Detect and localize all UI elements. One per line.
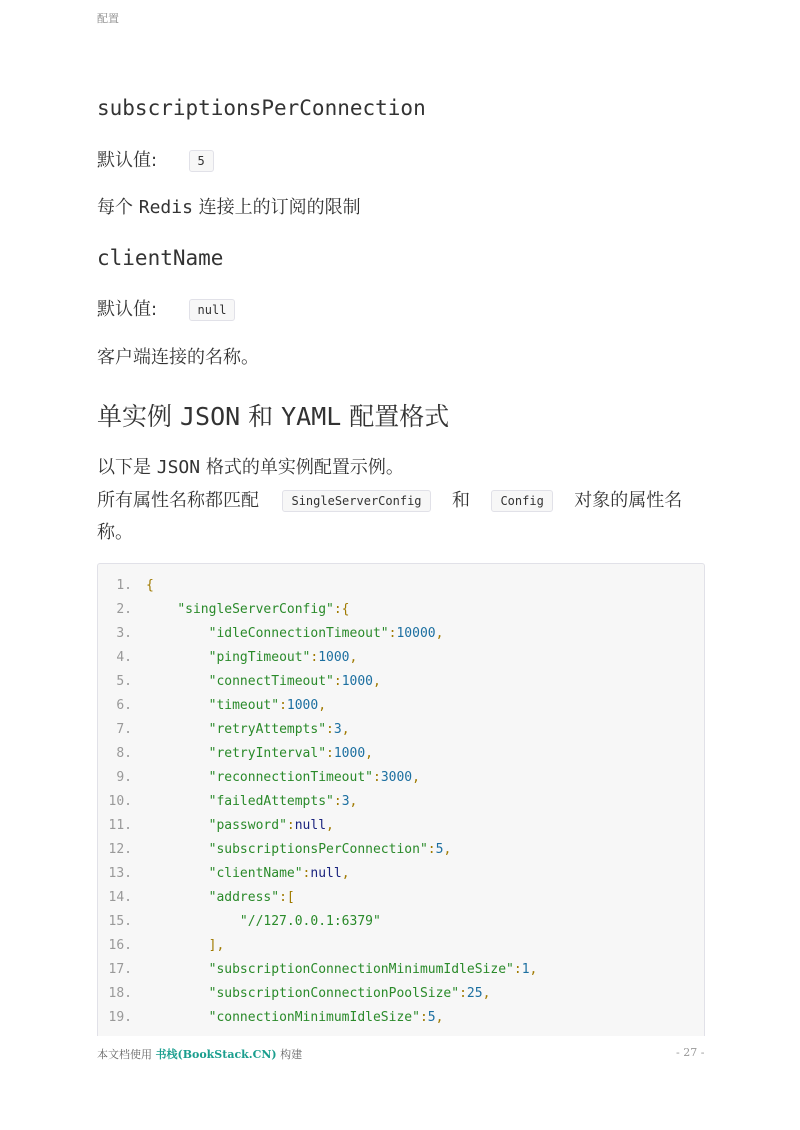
code-token [146,770,209,785]
line-number: 6. [116,698,132,713]
line-number: 12. [108,842,132,857]
code-token: "timeout" [208,698,280,713]
code-token: "subscriptionConnectionPoolSize" [208,986,460,1001]
heading-subscriptions-per-connection: subscriptionsPerConnection [97,96,426,120]
client-description: 客户端连接的名称。 [97,347,259,368]
code-token: : [427,842,436,857]
heading-text: 和 [248,402,274,431]
intro-line-2 [97,486,682,512]
heading-code: JSON [179,402,241,431]
code-token: , [435,1010,444,1025]
line-number: 4. [116,650,132,665]
code-token: "connectTimeout" [208,674,334,689]
page-number: - 27 - [676,1046,705,1059]
line-number: 7. [116,722,132,737]
code-line [98,1006,443,1030]
code-token: : [419,1010,428,1025]
code-token: : [326,722,334,737]
line-number: 1. [116,578,132,593]
code-line [98,838,451,862]
code-line [98,886,295,910]
desc-text: 连接上的订阅的限制 [198,197,361,218]
intro-text: 所有属性名称都匹配 [97,490,259,511]
code-token: : [326,746,334,761]
default-label: 默认值: [97,299,158,320]
code-token [146,794,209,809]
line-number: 5. [116,674,132,689]
code-line [98,862,350,886]
code-token: : [513,962,522,977]
default-value-code: null [189,299,236,321]
line-number: 2. [116,602,132,617]
client-default-row [97,295,235,321]
code-line [98,910,381,934]
code-line [98,574,154,598]
subs-description [97,193,361,219]
subs-default-row [97,146,214,172]
code-token: : [279,698,287,713]
running-header: 配置 [97,12,119,25]
code-line [98,790,357,814]
heading-text: 配置格式 [349,402,450,431]
footer-text: 本文档使用 [97,1048,152,1061]
code-token [146,698,209,713]
code-token: "subscriptionsPerConnection" [208,842,428,857]
code-line [98,670,381,694]
intro-text: 和 [451,490,470,511]
code-token: "idleConnectionTimeout" [208,626,389,641]
code-token [146,962,209,977]
config-code: Config [491,490,552,512]
code-line [98,982,490,1006]
code-token: 3 [341,794,350,809]
code-token: :{ [333,602,350,617]
code-token [146,746,209,761]
intro-text: 对象的属性名 [574,490,683,511]
code-token: { [146,578,154,593]
code-token: "pingTimeout" [208,650,311,665]
line-number: 13. [108,866,132,881]
code-token: 5 [427,1010,436,1025]
code-token: "connectionMinimumIdleSize" [208,1010,420,1025]
code-token: "clientName" [208,866,303,881]
line-number: 16. [108,938,132,953]
code-token [146,722,209,737]
code-token: "//127.0.0.1:6379" [239,914,381,929]
code-token: , [373,674,381,689]
line-number: 18. [108,986,132,1001]
code-token [146,650,209,665]
heading-single-instance-format [97,397,449,433]
code-token [146,914,240,929]
code-token: , [349,650,358,665]
heading-client-name: clientName [97,246,224,270]
footer-text: 构建 [280,1048,303,1061]
code-token [146,842,209,857]
code-token: ], [208,938,225,953]
line-number: 15. [108,914,132,929]
code-token: null [294,818,327,833]
code-line [98,742,373,766]
code-token [146,818,209,833]
default-label: 默认值: [97,150,158,171]
line-number: 19. [108,1010,132,1025]
code-token: 1000 [318,650,350,665]
code-token: , [341,722,350,737]
code-token [146,602,177,617]
code-token: : [302,866,311,881]
code-token: "retryAttempts" [208,722,327,737]
code-line [98,934,224,958]
json-code-block [97,563,705,1036]
code-token: 3000 [380,770,413,785]
code-token: "reconnectionTimeout" [208,770,373,785]
code-token: 10000 [396,626,436,641]
heading-code: YAML [281,402,342,431]
code-token: 5 [435,842,444,857]
code-token [146,626,209,641]
code-token [146,674,209,689]
line-number: 11. [108,818,132,833]
code-line [98,814,334,838]
code-token: 1000 [333,746,366,761]
code-token: : [459,986,467,1001]
desc-code: Redis [138,197,193,218]
line-number: 8. [116,746,132,761]
code-token: "failedAttempts" [208,794,334,809]
desc-text: 每个 [97,197,133,218]
code-token: , [326,818,334,833]
code-token: 25 [466,986,483,1001]
line-number: 14. [108,890,132,905]
code-token: : [333,794,342,809]
heading-text: 单实例 [97,402,173,431]
code-token: , [365,746,373,761]
code-line [98,718,350,742]
code-token: , [412,770,420,785]
code-token: : [286,818,295,833]
line-number: 9. [116,770,132,785]
code-line [98,646,357,670]
code-token: , [529,962,538,977]
code-token: : [310,650,319,665]
code-token: 1 [521,962,530,977]
default-value-code: 5 [189,150,214,172]
code-token: , [318,698,327,713]
code-token: 1000 [341,674,373,689]
intro-text: 格式的单实例配置示例。 [205,457,404,478]
code-token [146,986,209,1001]
code-token: "retryInterval" [208,746,327,761]
single-server-config-code: SingleServerConfig [282,490,430,512]
code-token: , [443,842,452,857]
code-token: "singleServerConfig" [177,602,334,617]
code-token [146,866,209,881]
code-token [146,938,209,953]
code-token: : [333,674,342,689]
code-token: null [310,866,342,881]
intro-text: 以下是 [97,457,151,478]
code-token: , [482,986,491,1001]
code-token [146,1010,209,1025]
code-line [98,958,537,982]
code-token: , [435,626,444,641]
code-line [98,622,443,646]
code-token: , [349,794,358,809]
code-token: 3 [333,722,342,737]
intro-line-3: 称。 [97,522,133,543]
line-number: 10. [108,794,132,809]
intro-code: JSON [156,457,201,478]
code-token: : [388,626,397,641]
code-token: : [373,770,381,785]
code-token: , [341,866,350,881]
code-line [98,598,350,622]
line-number: 3. [116,626,132,641]
code-token: "address" [208,890,280,905]
line-number: 17. [108,962,132,977]
code-token: "password" [208,818,287,833]
code-token: "subscriptionConnectionMinimumIdleSize" [208,962,514,977]
code-token: 1000 [286,698,319,713]
code-line [98,694,326,718]
intro-line-1 [97,453,404,479]
footer-credit [97,1046,302,1062]
code-token [146,890,209,905]
code-token: :[ [279,890,295,905]
code-line [98,766,420,790]
bookstack-link[interactable]: 书栈(BookStack.CN) [155,1048,277,1061]
